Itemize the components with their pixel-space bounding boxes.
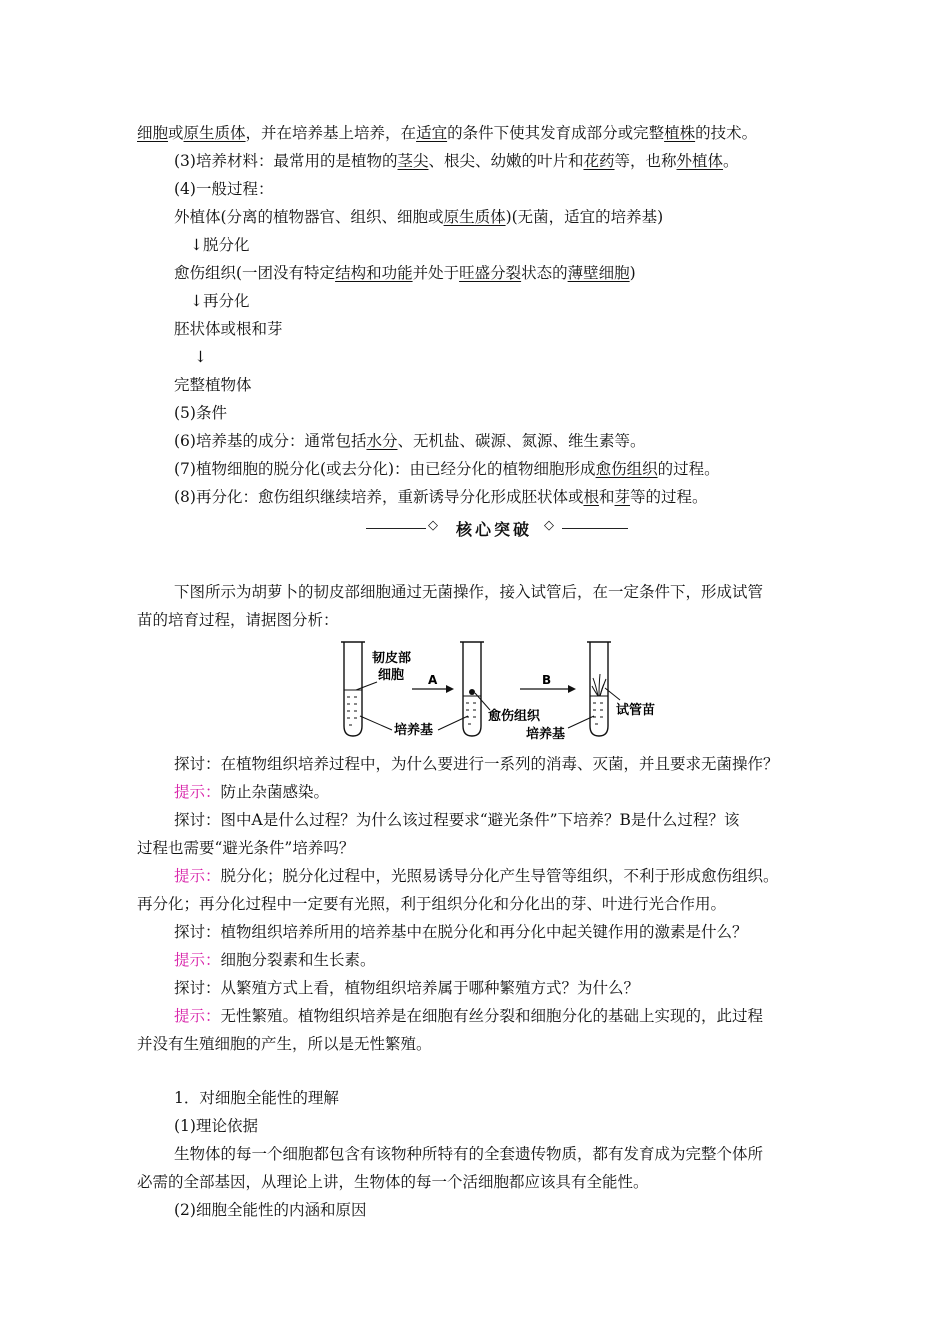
divider-right <box>562 528 628 529</box>
arrow-b-label: B <box>542 673 552 687</box>
question-1: 探讨：在植物组织培养过程中，为什么要进行一系列的消毒、灭菌，并且要求无菌操作？ <box>174 755 779 773</box>
text-line-4: 外植体(分离的植物器官、组织、细胞或原生质体)(无菌，适宜的培养基) <box>174 208 664 226</box>
answer-2-line-1: 提示：脱分化；脱分化过程中，光照易诱导分化产生导管等组织，不利于形成愈伤组织。 <box>174 867 779 885</box>
label-medium-1: 培养基 <box>394 723 434 738</box>
answer-2-line-2: 再分化；再分化过程中一定要有光照，利于组织分化和分化出的芽、叶进行光合作用。 <box>137 895 727 913</box>
text-line-11: (5)条件 <box>174 404 227 422</box>
label-callus: 愈伤组织 <box>488 709 541 724</box>
answer-4-line-2: 并没有生殖细胞的产生，所以是无性繁殖。 <box>137 1035 432 1053</box>
question-2-line-2: 过程也需要“避光条件”培养吗？ <box>137 839 355 857</box>
text-line-1: 细胞或原生质体，并在培养基上培养，在适宜的条件下使其发育成部分或完整植株的技术。 <box>137 124 758 142</box>
label-phloem-cells-1: 韧皮部 <box>372 651 412 666</box>
text-line-13: (7)植物细胞的脱分化(或去分化)：由已经分化的植物细胞形成愈伤组织的过程。 <box>174 460 720 478</box>
text-line-3: (4)一般过程： <box>174 180 274 198</box>
section-header <box>366 517 630 541</box>
term-cell: 细胞 <box>137 124 169 142</box>
answer-4-line-1: 提示：无性繁殖。植物组织培养是在细胞有丝分裂和细胞分化的基础上实现的，此过程 <box>174 1007 764 1025</box>
process-step-redifferentiation: ↓再分化 <box>190 292 250 310</box>
label-phloem-cells-2: 细胞 <box>378 668 405 683</box>
intro-line-1: 下图所示为胡萝卜的韧皮部细胞通过无菌操作，接入试管后，在一定条件下，形成试管 <box>174 583 764 601</box>
test-tube-2 <box>460 642 484 736</box>
text-line-2: (3)培养材料：最常用的是植物的茎尖、根尖、幼嫩的叶片和花药等，也称外植体。 <box>174 152 739 170</box>
answer-1: 提示：防止杂菌感染。 <box>174 783 330 801</box>
label-seedling: 试管苗 <box>616 703 656 718</box>
tissue-culture-figure <box>330 638 680 744</box>
diamond-icon: ◇ <box>428 518 438 533</box>
text-line-6: 愈伤组织(一团没有特定结构和功能并处于旺盛分裂状态的薄壁细胞) <box>174 264 636 282</box>
text-line-10: 完整植物体 <box>174 376 252 394</box>
pointer-cells <box>356 682 377 690</box>
pointer-medium-1a <box>360 716 392 730</box>
test-tube-3 <box>587 642 611 736</box>
label-medium-2: 培养基 <box>526 727 566 742</box>
subheading-connotation: (2)细胞全能性的内涵和原因 <box>174 1201 367 1219</box>
intro-line-2: 苗的培育过程，请据图分析： <box>137 611 339 629</box>
paragraph-line-1: 生物体的每一个细胞都包含有该物种所特有的全套遗传物质，都有发育成为完整个体所 <box>174 1145 764 1163</box>
hint-label: 提示： <box>174 1007 221 1025</box>
test-tube-1 <box>341 642 365 736</box>
subheading-basis: (1)理论依据 <box>174 1117 258 1135</box>
arrow-a-label: A <box>428 673 438 687</box>
pointer-seedling <box>605 688 620 700</box>
pointer-callus <box>475 693 490 710</box>
term-suitable: 适宜 <box>416 124 448 142</box>
term-plant: 植株 <box>664 124 696 142</box>
process-step-dedifferentiation: ↓脱分化 <box>190 236 250 254</box>
question-3: 探讨：植物组织培养所用的培养基中在脱分化和再分化中起关键作用的激素是什么？ <box>174 923 748 941</box>
diamond-icon: ◇ <box>544 518 554 533</box>
text-line-8: 胚状体或根和芽 <box>174 320 283 338</box>
process-arrow: ↓ <box>194 348 207 366</box>
text-line-12: (6)培养基的成分：通常包括水分、无机盐、碳源、氮源、维生素等。 <box>174 432 646 450</box>
question-2-line-1: 探讨：图中A是什么过程？为什么该过程要求“避光条件”下培养？B是什么过程？该 <box>174 811 740 829</box>
heading-totipotency: 1．对细胞全能性的理解 <box>174 1089 339 1107</box>
section-title: 核心突破 <box>455 520 532 539</box>
arrow-a-head <box>446 685 454 693</box>
term-protoplast: 原生质体 <box>183 124 246 142</box>
paragraph-line-2: 必需的全部基因，从理论上讲，生物体的每一个活细胞都应该具有全能性。 <box>137 1173 649 1191</box>
hint-label: 提示： <box>174 951 221 969</box>
answer-3: 提示：细胞分裂素和生长素。 <box>174 951 376 969</box>
arrow-b-head <box>568 685 576 693</box>
text-line-14: (8)再分化：愈伤组织继续培养，重新诱导分化形成胚状体或根和芽等的过程。 <box>174 488 708 506</box>
question-4: 探讨：从繁殖方式上看，植物组织培养属于哪种繁殖方式？为什么？ <box>174 979 640 997</box>
hint-label: 提示： <box>174 867 221 885</box>
hint-label: 提示： <box>174 783 221 801</box>
divider-left <box>366 528 426 529</box>
